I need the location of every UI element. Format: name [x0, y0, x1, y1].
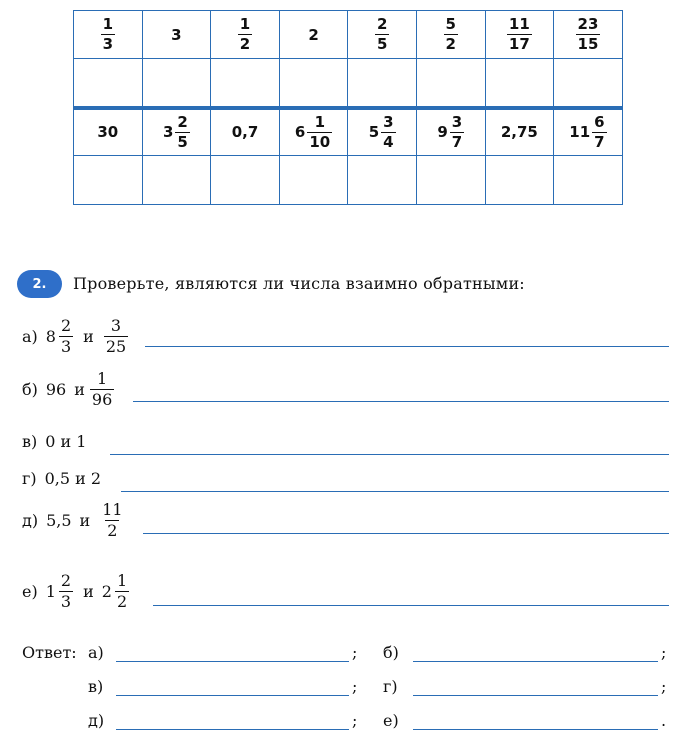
answer-a-label: а): [88, 643, 104, 662]
answer-g-label: г): [383, 677, 398, 696]
answer-cell[interactable]: [485, 59, 554, 108]
mixed-number: 8 $\frac{2}{3}$: [45, 316, 72, 356]
table-row-values-1: [74, 11, 623, 59]
table-cell: [142, 108, 211, 156]
fraction: $\frac{1}{3}$: [102, 15, 114, 53]
semicolon: ;: [352, 711, 358, 730]
mixed-number: 2 $\frac{1}{2}$: [101, 571, 128, 611]
task-number-badge: 2.: [17, 270, 62, 298]
table-cell: 0,7: [211, 108, 280, 156]
table-cell: [211, 11, 280, 59]
answer-cell[interactable]: [279, 156, 348, 205]
answer-line-g[interactable]: [121, 491, 669, 492]
table-row-answers-1: [74, 59, 623, 108]
answer-cell[interactable]: [416, 59, 485, 108]
answer-field-g[interactable]: [413, 695, 658, 696]
answer-field-v[interactable]: [116, 695, 349, 696]
item-b: б) 96 и $\frac{1}{96}$: [22, 369, 113, 409]
semicolon: ;: [661, 677, 667, 696]
answer-cell[interactable]: [416, 156, 485, 205]
fraction: $\frac{3}{25}$: [105, 316, 127, 356]
semicolon: ;: [352, 677, 358, 696]
item-a: а) 8 $\frac{2}{3}$ и $\frac{3}{25}$: [22, 316, 127, 356]
table-cell: [416, 108, 485, 156]
answer-cell[interactable]: [485, 156, 554, 205]
reciprocal-table: [73, 10, 623, 205]
table-cell: [74, 11, 143, 59]
answer-cell[interactable]: [74, 59, 143, 108]
answer-cell[interactable]: [348, 59, 417, 108]
item-d: д) 5,5 и $\frac{11}{2}$: [22, 500, 123, 540]
item-e: е) 1 $\frac{2}{3}$ и 2 $\frac{1}{2}$: [22, 573, 131, 610]
answer-cell[interactable]: [211, 156, 280, 205]
answer-cell[interactable]: [279, 59, 348, 108]
answer-line-v[interactable]: [110, 454, 669, 455]
fraction: $\frac{11}{2}$: [102, 500, 123, 540]
table-row-values-2: [74, 108, 623, 156]
answer-line-e[interactable]: [153, 605, 669, 606]
item-v: в) 0 и 1: [22, 432, 87, 451]
table-cell: 30: [74, 108, 143, 156]
table-cell: 3: [142, 11, 211, 59]
answer-cell[interactable]: [554, 59, 623, 108]
answer-line-b[interactable]: [133, 401, 669, 402]
answer-e-label: е): [383, 711, 399, 730]
answer-line-d[interactable]: [143, 533, 669, 534]
table-cell: [348, 11, 417, 59]
mixed-number: 11 $\frac{6}{7}$: [569, 112, 605, 151]
answer-cell[interactable]: [74, 156, 143, 205]
table-cell: [485, 11, 554, 59]
answer-cell[interactable]: [348, 156, 417, 205]
mixed-number: 6 $\frac{1}{10}$: [294, 112, 331, 151]
answer-label: Ответ:: [22, 643, 77, 662]
table-cell: [279, 108, 348, 156]
semicolon: ;: [661, 643, 667, 662]
mixed-number: 1 $\frac{2}{3}$: [45, 571, 72, 611]
fraction: $\frac{2}{5}$: [376, 15, 388, 53]
semicolon: ;: [352, 643, 358, 662]
table-cell: 2,75: [485, 108, 554, 156]
table-cell: [554, 11, 623, 59]
answer-cell[interactable]: [142, 59, 211, 108]
answer-cell[interactable]: [142, 156, 211, 205]
mixed-number: 5 $\frac{3}{4}$: [368, 112, 394, 151]
answer-field-e[interactable]: [413, 729, 658, 730]
fraction: $\frac{23}{15}$: [577, 15, 599, 53]
answer-line-a[interactable]: [145, 346, 669, 347]
table-row-answers-2: [74, 156, 623, 205]
fraction: $\frac{1}{2}$: [239, 15, 251, 53]
answer-field-d[interactable]: [116, 729, 349, 730]
mixed-number: 9 $\frac{3}{7}$: [437, 112, 463, 151]
task-title: Проверьте, являются ли числа взаимно обратными:: [73, 274, 525, 293]
answer-cell[interactable]: [211, 59, 280, 108]
answer-field-b[interactable]: [413, 661, 658, 662]
answer-b-label: б): [383, 643, 399, 662]
item-g: г) 0,5 и 2: [22, 469, 102, 488]
table-cell: [554, 108, 623, 156]
fraction: $\frac{5}{2}$: [445, 15, 456, 53]
table-cell: [348, 108, 417, 156]
mixed-number: 3 $\frac{2}{5}$: [162, 112, 188, 151]
table-cell: 2: [279, 11, 348, 59]
fraction: $\frac{11}{17}$: [508, 15, 530, 53]
answer-v-label: в): [88, 677, 104, 696]
fraction: $\frac{1}{96}$: [91, 369, 113, 409]
answer-cell[interactable]: [554, 156, 623, 205]
table-cell: [416, 11, 485, 59]
answer-field-a[interactable]: [116, 661, 349, 662]
answer-d-label: д): [88, 711, 105, 730]
period: .: [661, 711, 667, 730]
